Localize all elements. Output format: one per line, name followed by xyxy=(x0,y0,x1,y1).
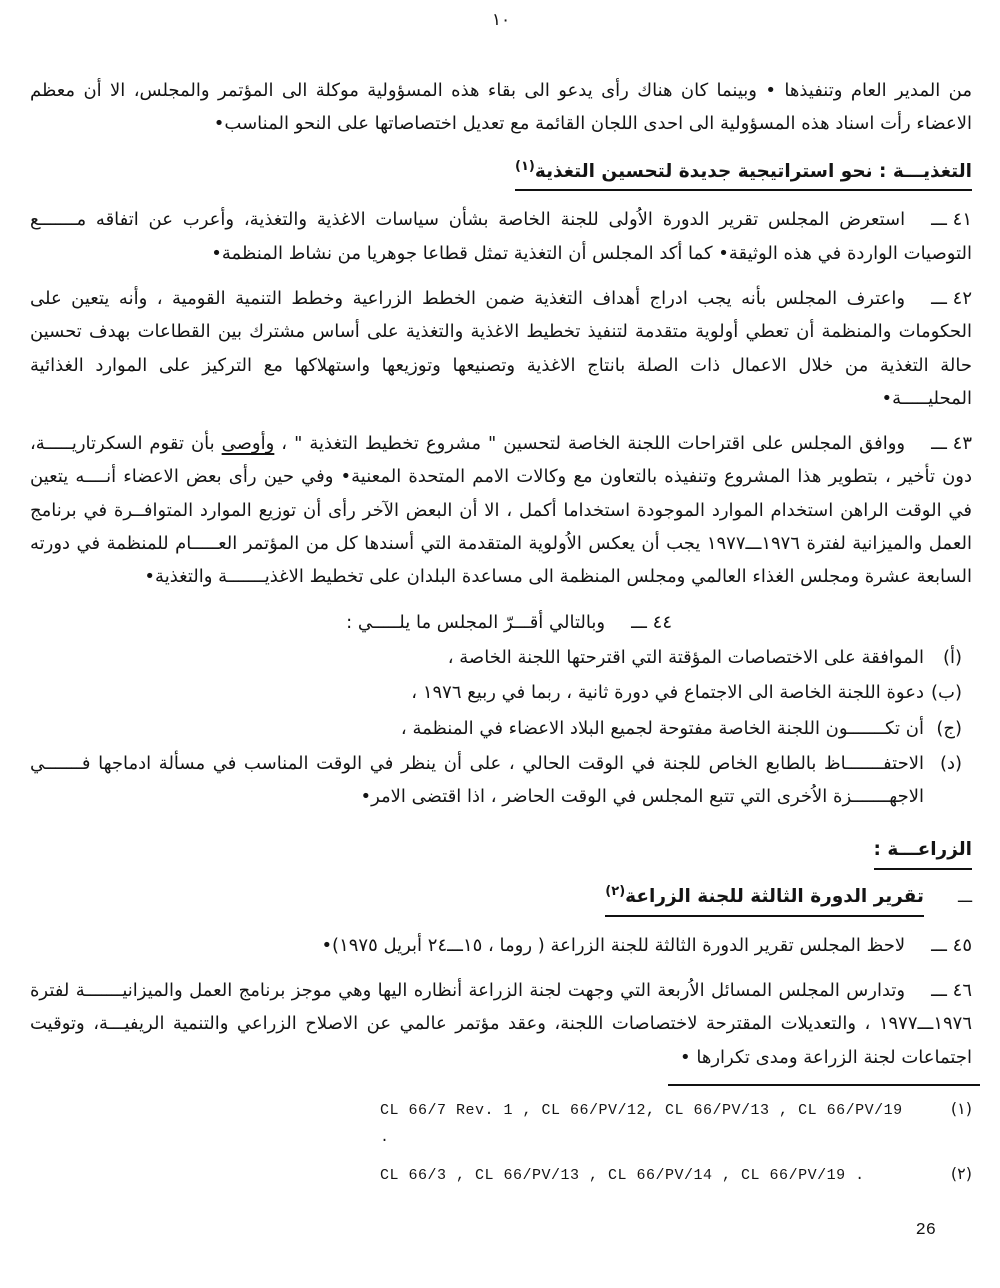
paragraph-44-lead xyxy=(30,606,672,639)
footnote-2 xyxy=(380,1160,972,1189)
list-item-b xyxy=(30,676,962,709)
list-item-a-text: الموافقة على الاختصاصات المؤقتة التي اقترحتها اللجنة الخاصة ، xyxy=(447,646,924,668)
list-item-b-text: دعوة اللجنة الخاصة الى الاجتماع في دورة ثانية ، ربما في ربيع ١٩٧٦ ، xyxy=(411,682,924,704)
list-item-c-marker: (ج) xyxy=(936,717,962,739)
agriculture-subheading-text: تقرير الدورة الثالثة للجنة الزراعة xyxy=(625,886,924,908)
footnote-1 xyxy=(380,1095,972,1151)
paragraph-44-lead-text: وبالتالي أقـــرّ المجلس ما يلـــــي : xyxy=(346,611,606,633)
list-item-c xyxy=(30,712,962,745)
list-item-d-text: الاحتفـــــــاظ بالطابع الخاص للجنة في الوقت الحالي ، على أن ينظر في الوقت المناسب في مسألة ادماجها فـــــــي الاجهـــــــزة الاُخرى التي تتبع المجلس في الوقت الحاضر ، اذا اقتضى الامر• xyxy=(30,752,924,808)
list-item-c-text: أن تكـــــــون اللجنة الخاصة مفتوحة لجميع البلاد الاعضاء في المنظمة ، xyxy=(400,717,924,739)
paragraph-43-text-pre: ووافق المجلس على اقتراحات اللجنة الخاصة لتحسين " مشروع تخطيط التغذية " ، xyxy=(274,433,906,455)
paragraph-43-underlined-word: وأوصى xyxy=(221,433,275,455)
list-item-b-marker: (ب) xyxy=(931,682,962,704)
footnotes xyxy=(380,1095,972,1189)
paragraph-46 xyxy=(30,974,972,1074)
paragraph-45 xyxy=(30,929,972,962)
footnote-1-text: CL 66/7 Rev. 1 , CL 66/PV/12, CL 66/PV/13 , CL 66/PV/19 . xyxy=(380,1101,903,1146)
footnote-ref-1: (١) xyxy=(515,158,535,174)
paragraph-43 xyxy=(30,427,972,593)
paragraph-42-number: ٤٢ ـــ xyxy=(931,287,972,309)
paragraph-43-number: ٤٣ ـــ xyxy=(931,433,972,455)
paragraph-45-text: لاحظ المجلس تقرير الدورة الثالثة للجنة الزراعة ( روما ، ١٥ـــ٢٤ أبريل ١٩٧٥)• xyxy=(321,934,906,956)
list-item-d-marker: (د) xyxy=(939,752,962,774)
paragraph-46-text: وتدارس المجلس المسائل الاُربعة التي وجهت لجنة الزراعة أنظاره اليها وهي موجز برنامج العمل والميزانيـــــــة لفترة ١٩٧٦ـــ١٩٧٧ ، والتعديلات المقترحة لاختصاصات اللجنة، وعقد مؤتمر عالمي عن الاصلاح الزراعي والتنمية الريفيـــة، وتوقيت اجتماعات لجنة الزراعة ومدى تكرارها • xyxy=(30,980,972,1068)
paragraph-44-items xyxy=(30,641,972,813)
paragraph-41-text: استعرض المجلس تقرير الدورة الاُولى للجنة الخاصة بشأن سياسات الاغذية والتغذية، وأعرب عن اتفاقه مـــــــع التوصيات الواردة في هذه الوثيقة• كما أكد المجلس أن التغذية تمثل قطاعا جوهريا من نشاط المنظمة• xyxy=(30,209,972,264)
footnote-2-marker: (٢) xyxy=(950,1163,972,1183)
paragraph-43-text-post: بأن تقوم السكرتاريـــــة، دون تأخير ، بتطوير هذا المشروع وتنفيذه بالتعاون مع وكالات الامم المتحدة المعنية• وفي حين رأى بعض الاعضاء أنــــه يتعين في الوقت الراهن استخدام الموارد الموجودة استخداما أكمل ، الا أن البعض الآخر رأى أن توزيع الموارد المتوافــرة في برنامج العمل والميزانية لفترة ١٩٧٦ـــ١٩٧٧ يجب أن يعكس الاُولوية المتقدمة التي أسندها كل من المؤتمر العـــــام للمنظمة في دورته السابعة عشرة ومجلس الغذاء العالمي ومجلس المنظمة الى مساعدة البلدان على تخطيط الاغذيـــــــة والتغذية• xyxy=(30,433,972,588)
nutrition-section-heading xyxy=(515,157,972,192)
list-item-d xyxy=(30,747,962,814)
footnote-separator xyxy=(668,1084,980,1086)
agriculture-section-heading: الزراعـــة : xyxy=(874,835,972,870)
intro-paragraph xyxy=(30,74,972,141)
list-item-a xyxy=(30,641,962,674)
subheading-dash: ـــ xyxy=(957,887,972,907)
intro-paragraph-text: من المدير العام وتنفيذها • وبينما كان هناك رأى يدعو الى بقاء هذه المسؤولية موكلة الى المؤتمر والمجلس، الا أن معظم الاعضاء رأت اسناد هذه المسؤولية الى احدى اللجان القائمة مع تعديل اختصاصاتها على النحو المناسب• xyxy=(30,80,972,135)
paragraph-42-text: واعترف المجلس بأنه يجب ادراج أهداف التغذية ضمن الخطط الزراعية وخطط التنمية القومية ، وأنه يتعين على الحكومات والمنظمة أن تعطي أولوية متقدمة لتنفيذ تخطيط الاغذية والتغذية على أساس مشترك بين القطاعات بهدف تحسين حالة التغذية من خلال الاعمال ذات الصلة بانتاج الاغذية وتصنيعها وتوزيعها واستهلاكها مع التركيز على الموارد الغذائية المحليـــــة• xyxy=(30,287,972,409)
footnote-ref-2: (٢) xyxy=(605,883,626,899)
paragraph-45-number: ٤٥ ـــ xyxy=(931,934,972,956)
page-number-bottom: 26 xyxy=(915,1221,936,1240)
paragraph-42 xyxy=(30,282,972,415)
page-number-top: ١٠ xyxy=(491,10,511,30)
nutrition-heading-text: التغذيـــة : نحو استراتيجية جديدة لتحسين التغذية xyxy=(534,160,972,182)
nutrition-section-heading-line xyxy=(30,157,972,192)
agriculture-subheading xyxy=(605,882,924,917)
footnote-1-marker: (١) xyxy=(950,1098,972,1118)
list-item-a-marker: (أ) xyxy=(942,646,962,668)
paragraph-46-number: ٤٦ ـــ xyxy=(931,980,972,1002)
agriculture-section-heading-line xyxy=(30,835,972,870)
paragraph-44-number: ٤٤ ـــ xyxy=(631,611,672,633)
footnote-2-text: CL 66/3 , CL 66/PV/13 , CL 66/PV/14 , CL 66/PV/19 . xyxy=(380,1166,865,1184)
paragraph-41-number: ٤١ ـــ xyxy=(931,209,972,231)
paragraph-41 xyxy=(30,203,972,270)
agriculture-subheading-line xyxy=(30,882,972,917)
